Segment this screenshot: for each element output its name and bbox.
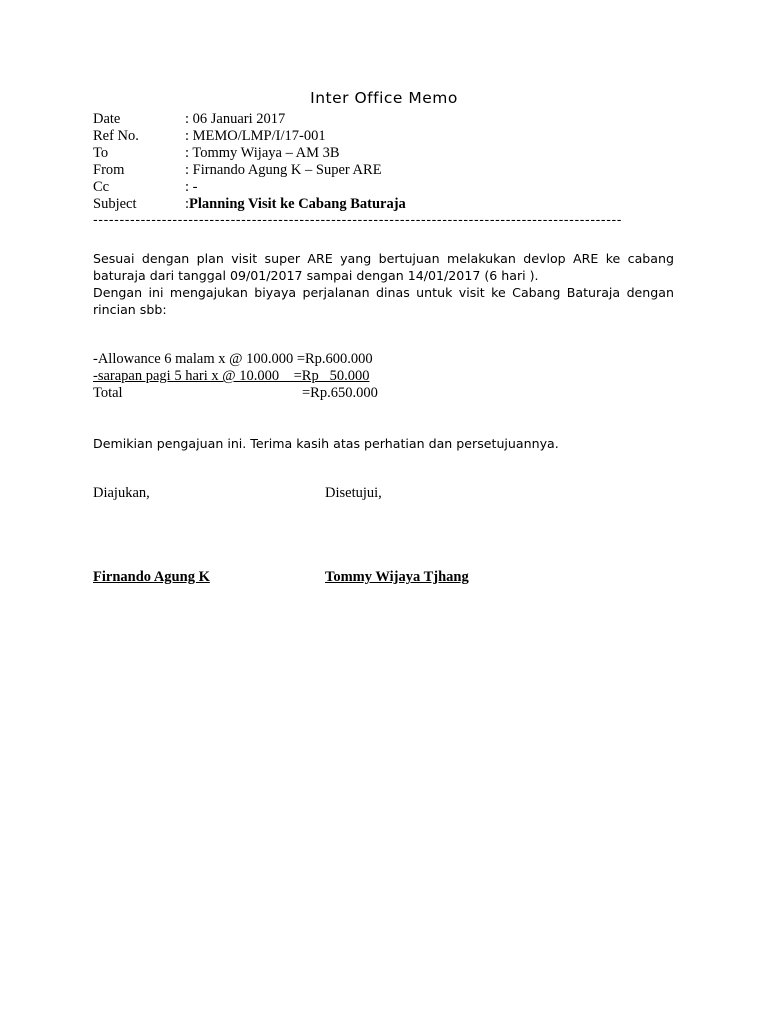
submitted-label: Diajukan, (93, 485, 150, 501)
header-row-subject (93, 196, 406, 213)
closing-sentence: Demikian pengajuan ini. Terima kasih atas perhatian dan persetujuannya. (93, 436, 559, 451)
approved-label: Disetujui, (325, 485, 382, 501)
approved-signatory-name: Tommy Wijaya Tjhang (325, 569, 469, 585)
header-row-from (93, 162, 382, 179)
header-value-to: : Tommy Wijaya – AM 3B (185, 145, 340, 161)
header-value-date: : 06 Januari 2017 (185, 111, 286, 127)
header-value-from: : Firnando Agung K – Super ARE (185, 162, 382, 178)
body-paragraph-plan: Sesuai dengan plan visit super ARE yang bertujuan melakukan devlop ARE ke cabang baturaja dari tanggal 09/01/2017 sampai dengan 14/01/2017 (6 hari ). (93, 251, 674, 283)
header-value-ref-no: : MEMO/LMP/I/17-001 (185, 128, 326, 144)
header-label-from: From (93, 162, 125, 178)
header-label-date: Date (93, 111, 121, 127)
memo-title: Inter Office Memo (310, 89, 458, 107)
header-value-cc: : - (185, 179, 198, 195)
header-label-subject: Subject (93, 196, 137, 212)
header-row-to (93, 145, 340, 162)
submitted-signatory-name: Firnando Agung K (93, 569, 210, 585)
header-label-cc: Cc (93, 179, 110, 195)
header-value-subject: Planning Visit ke Cabang Baturaja (189, 196, 406, 212)
cost-line-breakfast: -sarapan pagi 5 hari x @ 10.000 =Rp 50.000 (93, 368, 370, 384)
cost-total-label: Total (93, 385, 123, 401)
body-paragraph-request: Dengan ini mengajukan biyaya perjalanan dinas untuk visit ke Cabang Baturaja dengan rincian sbb: (93, 285, 674, 317)
header-value-subject-prefix: : (185, 196, 190, 212)
header-label-to: To (93, 145, 109, 161)
header-label-ref-no: Ref No. (93, 128, 139, 144)
header-row-date (93, 111, 285, 128)
cost-line-allowance: -Allowance 6 malam x @ 100.000 =Rp.600.000 (93, 351, 373, 367)
header-row-ref-no (93, 128, 326, 145)
header-row-cc (93, 179, 197, 196)
separator-line: ---------------------------------------------------------------------------------------------------- (93, 213, 623, 228)
cost-total-value: =Rp.650.000 (302, 385, 378, 401)
